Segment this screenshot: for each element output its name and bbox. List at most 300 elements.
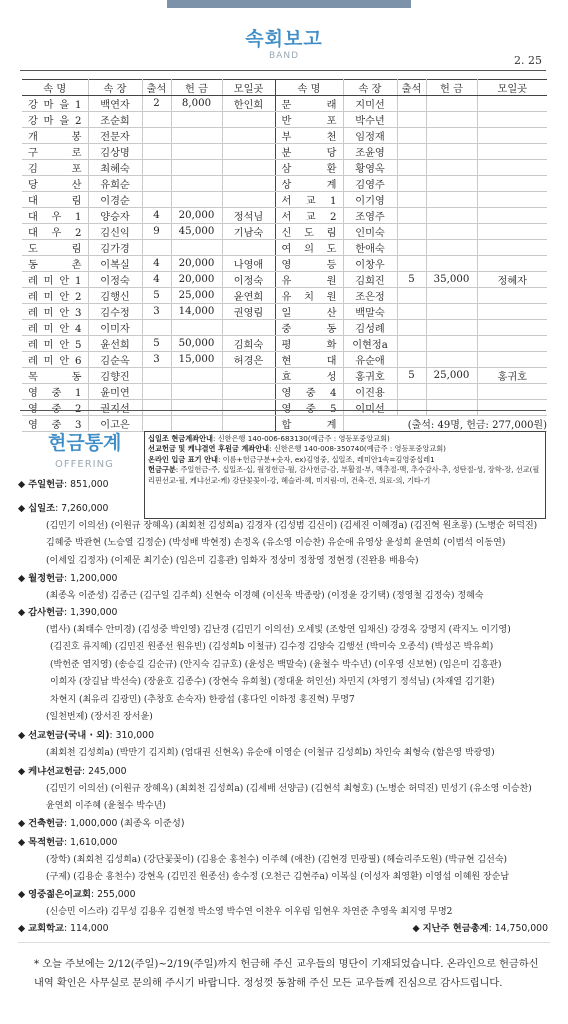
table-cell <box>477 128 547 144</box>
report-date: 2. 25 <box>514 54 542 67</box>
table-cell <box>426 304 477 320</box>
column-header: 속 명 <box>275 80 343 96</box>
group-name-cell: 평 화 <box>275 336 343 352</box>
table-cell: 유희순 <box>88 176 142 192</box>
table-cell: 김성례 <box>343 320 397 336</box>
table-row <box>22 128 547 144</box>
table-cell <box>426 208 477 224</box>
table-row <box>22 288 547 304</box>
section-amount: : 1,610,000 <box>64 837 118 848</box>
donor-line: (일천번제) (장서진 장서윤) <box>46 712 153 722</box>
table-cell <box>426 336 477 352</box>
info-text: : 신한은행 140-006-683130(예금주 : 영등포중앙교회) <box>213 434 390 443</box>
table-cell: 한애숙 <box>343 240 397 256</box>
table-cell <box>426 96 477 112</box>
table-cell: 5 <box>397 272 426 288</box>
section-label: 영중젊은이교회 <box>28 889 91 900</box>
group-name-cell: 영 등 <box>275 256 343 272</box>
table-cell: 김행신 <box>88 288 142 304</box>
table-cell: 4 <box>142 256 171 272</box>
group-name-cell: 영 중 4 <box>275 384 343 400</box>
table-cell <box>477 144 547 160</box>
table-cell: 이창우 <box>343 256 397 272</box>
offering-section-mission: ◆ 선교헌금(국내 · 외): 310,000 (최회천 김성희a) (박만기 김지희) (엄대권 신현옥) 유순애 이영순 (이철규 김성희b) 차인숙 최형숙 (함은영 박광영) <box>18 727 548 762</box>
table-row <box>22 192 547 208</box>
donor-line: (최종옥 이준성) 김종근 (김구일 김주희) 신현숙 이경혜 (이신욱 박종랑) (이정윤 강기택) (정영철 김정숙) 정혜숙 <box>46 590 484 601</box>
table-cell: 지미선 <box>343 96 397 112</box>
page-title: 속회보고 <box>245 28 323 50</box>
group-name-cell: 강 마 을 1 <box>22 96 88 112</box>
info-label: 선교헌금 및 케냐결연 후원금 계좌안내 <box>148 444 270 454</box>
table-cell: 나영애 <box>222 256 275 272</box>
table-cell <box>222 368 275 384</box>
section-amount: : 1,200,000 <box>64 573 118 584</box>
table-row <box>22 224 547 240</box>
group-name-cell <box>275 400 343 416</box>
attendance-table <box>22 79 547 432</box>
total-amount: : 14,750,000 <box>488 923 548 934</box>
table-row <box>22 144 547 160</box>
table-cell: 5 <box>142 288 171 304</box>
table-cell <box>477 304 547 320</box>
section-label: 선교헌금(국내 · 외) <box>28 730 110 741</box>
donor-line: (장학) (최회천 김성희a) (강단꽃꽂이) (김용순 홍천수) 이주혜 (애찬) (김현경 민광필) (헤슬리주도원) (박규현 김선숙) <box>46 854 508 865</box>
group-name-cell: 강 마 을 2 <box>22 112 88 128</box>
table-cell: 윤연희 <box>222 288 275 304</box>
group-name-cell: 목 동 <box>22 368 88 384</box>
table-row <box>22 208 547 224</box>
table-cell: 20,000 <box>171 272 222 288</box>
table-cell <box>397 400 426 416</box>
group-name-cell: 당 산 <box>22 176 88 192</box>
group-name-cell: 여 의 도 <box>275 240 343 256</box>
offering-section-school: ◆ 교회학교: 114,000 ◆ 지난주 현금총계: 14,750,000 <box>18 923 548 934</box>
group-name-cell: 개 봉 <box>22 128 88 144</box>
table-cell <box>343 400 397 416</box>
group-name-cell: 레 미 안 6 <box>22 352 88 368</box>
offering-section-youth: ◆ 영중젊은이교회: 255,000 (신승민 이스라) 김무성 김용우 김현정 박소영 박수연 이찬우 이우림 임현우 차연준 추영욱 최지영 무명2 <box>18 886 548 921</box>
table-cell: 허경은 <box>222 352 275 368</box>
table-cell <box>142 240 171 256</box>
group-name-cell: 삼 환 <box>275 160 343 176</box>
group-name-cell: 영 중 3 <box>22 416 88 432</box>
table-cell: 김순옥 <box>88 352 142 368</box>
table-cell <box>142 416 171 432</box>
table-cell <box>142 176 171 192</box>
table-cell: 9 <box>142 224 171 240</box>
table-cell: 5 <box>397 368 426 384</box>
table-cell: 임정재 <box>343 128 397 144</box>
group-name-cell: 유 치 원 <box>275 288 343 304</box>
column-header: 속 명 <box>22 80 88 96</box>
note-line: 내역 확인은 사무실로 문의해 주시기 바랍니다. 정성껏 동참해 주신 모든 교우들께 진심으로 감사드립니다. <box>34 978 503 989</box>
table-cell <box>426 224 477 240</box>
table-cell: 14,000 <box>171 304 222 320</box>
table-cell: 김희숙 <box>222 336 275 352</box>
table-cell: 이경순 <box>88 192 142 208</box>
donor-line: 윤연희 이주혜 (윤철수 박수년) <box>46 801 166 811</box>
table-cell <box>142 160 171 176</box>
table-row <box>22 272 547 288</box>
section-amount: : 114,000 <box>64 923 109 934</box>
table-cell <box>171 368 222 384</box>
table-cell <box>477 224 547 240</box>
table-cell: 조윤영 <box>343 144 397 160</box>
table-row <box>22 368 547 384</box>
group-name-cell: 합 계 <box>275 416 343 432</box>
group-name-cell: 레 미 안 5 <box>22 336 88 352</box>
column-header: 출석 <box>397 80 426 96</box>
divider <box>20 410 546 411</box>
section-label: 감사헌금 <box>28 607 65 618</box>
table-cell: 2 <box>142 96 171 112</box>
section-label: 목적헌금 <box>28 837 65 848</box>
table-cell <box>222 320 275 336</box>
table-cell: 인미숙 <box>343 224 397 240</box>
table-cell: 정혜자 <box>477 272 547 288</box>
group-name-cell: 중 동 <box>275 320 343 336</box>
table-cell <box>477 336 547 352</box>
offering-section-tithe: ◆ 십일조: 7,260,000 (김민기 이의선) (이원규 장혜옥) (최회천 김성희a) 김경자 (김성범 김신이) (김세진 이혜경a) (김진혁 원초롱) (노병순 허덕진) 김혜중 박관현 (노승열 김정순) (박성배 박현정) 손정옥 (유소영 이승찬) 유순애 유영상 윤성희 윤연희 (이범석 이동연) (이세일 김정자) (이제문 최기순) (임은미 김흥관) 임화자 정상미 정창영 정현정 (진완용 배용숙) <box>18 500 548 570</box>
table-cell <box>426 384 477 400</box>
table-cell <box>477 256 547 272</box>
table-cell: 박수년 <box>343 112 397 128</box>
donor-line: 차현지 (최유리 김광민) (추창호 손숙자) 한광섭 (홍다인 이하정 홍진혁) 무명7 <box>50 694 355 705</box>
table-cell: 김희진 <box>343 272 397 288</box>
group-name-cell <box>22 400 88 416</box>
table-cell: 이미자 <box>88 320 142 336</box>
table-cell: 한인희 <box>222 96 275 112</box>
column-header: 속 장 <box>343 80 397 96</box>
section-amount: : 1,000,000 (최종옥 이준성) <box>64 818 185 829</box>
table-row <box>22 400 547 416</box>
table-cell <box>142 192 171 208</box>
table-cell: 15,000 <box>171 352 222 368</box>
section-label: 건축헌금 <box>28 818 65 829</box>
table-row <box>22 352 547 368</box>
table-cell <box>222 384 275 400</box>
column-header: 속 장 <box>88 80 142 96</box>
table-cell <box>397 192 426 208</box>
group-name-cell: 유 원 <box>275 272 343 288</box>
table-cell: 홍귀호 <box>343 368 397 384</box>
offering-subtitle: OFFERING <box>55 459 114 470</box>
table-cell <box>426 288 477 304</box>
offering-section-purpose: ◆ 목적헌금: 1,610,000 (장학) (최회천 김성희a) (강단꽃꽂이) (김용순 홍천수) 이주혜 (애찬) (김현경 민광필) (헤슬리주도원) (박규현 김선숙) (구제) (김용순 홍천수) 강현옥 (김민진 원종선) 송수정 (오천근 김현주a) 이복실 (이성자 최영환) 이영섭 이혜원 장순남 <box>18 834 548 887</box>
table-cell: 최혜숙 <box>88 160 142 176</box>
table-cell <box>397 240 426 256</box>
column-header: 모일곳 <box>222 80 275 96</box>
table-cell <box>477 320 547 336</box>
table-cell <box>142 320 171 336</box>
table-row <box>22 112 547 128</box>
table-cell <box>477 96 547 112</box>
table-cell: 김신익 <box>88 224 142 240</box>
table-cell: 45,000 <box>171 224 222 240</box>
table-row <box>22 304 547 320</box>
table-cell <box>477 160 547 176</box>
table-cell <box>171 240 222 256</box>
table-cell <box>142 368 171 384</box>
section-amount: : 310,000 <box>109 730 155 741</box>
table-cell: 5 <box>142 336 171 352</box>
table-cell <box>426 112 477 128</box>
table-cell <box>171 112 222 128</box>
table-cell <box>477 352 547 368</box>
group-name-cell: 부 천 <box>275 128 343 144</box>
table-cell: 이고은 <box>88 416 142 432</box>
table-row <box>22 176 547 192</box>
column-header: 모일곳 <box>477 80 547 96</box>
table-cell <box>397 336 426 352</box>
section-amount: : 7,260,000 <box>55 503 109 514</box>
table-cell: 8,000 <box>171 96 222 112</box>
table-cell <box>426 320 477 336</box>
group-name-cell: 도 림 <box>22 240 88 256</box>
table-cell: 이기영 <box>343 192 397 208</box>
offering-section-thanks: ◆ 감사헌금: 1,390,000 (범사) (최태수 안미경) (김성중 박인영) 김난경 (김민기 이의선) 오세빛 (조항연 임채신) 강경옥 강명지 (곽지노 이기영) (김진호 류지혜) (김민진 원종선 원유빈) (김성희b 이철규) 김수정 김양숙 김행선 (박미숙 오종석) (박성곤 박유희) (박헌준 염지영) (송승길 김순규) (안지숙 김규호) (윤성은 백말숙) (윤철수 박수년) (이우영 신보현) (임은미 김흥관) 이희자 (장길남 박선숙) (장윤호 김종수) (장현숙 유희철) (정대윤 허인선) 차민지 (차영기 정석님) (차재열 김기환) 차현지 (최유리 김광민) (추창호 손숙자) 한광섭 (홍다인 이하정 홍진혁) 무명7 (일천번제) (장서진 장서윤) <box>18 604 548 727</box>
table-cell <box>426 144 477 160</box>
donor-line: (최회천 김성희a) (박만기 김지희) (엄대권 신현옥) 유순애 이영순 (이철규 김성희b) 차인숙 최형숙 (함은영 박광영) <box>46 747 495 758</box>
table-cell <box>397 112 426 128</box>
table-cell <box>397 352 426 368</box>
table-cell <box>397 208 426 224</box>
section-label: 십일조 <box>28 503 56 514</box>
table-cell <box>477 192 547 208</box>
info-text: : 이름+헌금구분+숫자, ex)김영중, 십일조, 레미안1속=김영중십레1 <box>218 454 435 464</box>
table-cell <box>171 416 222 432</box>
table-row <box>22 256 547 272</box>
table-cell <box>142 144 171 160</box>
table-cell <box>142 400 171 416</box>
group-name-cell: 서 교 1 <box>275 192 343 208</box>
table-cell: 이정숙 <box>222 272 275 288</box>
table-cell: 이정숙 <box>88 272 142 288</box>
group-name-cell: 서 교 2 <box>275 208 343 224</box>
table-cell: 윤선희 <box>88 336 142 352</box>
table-cell <box>477 112 547 128</box>
table-cell <box>397 256 426 272</box>
group-name-cell: 대 림 <box>22 192 88 208</box>
total-summary: (출석: 49명, 헌금: 277,000원) <box>343 416 547 432</box>
table-cell <box>426 192 477 208</box>
table-cell: 김상명 <box>88 144 142 160</box>
table-cell <box>222 240 275 256</box>
group-name-cell: 분 당 <box>275 144 343 160</box>
table-cell <box>477 208 547 224</box>
offering-section-sunday: ◆ 주일헌금: 851,000 <box>18 479 109 490</box>
table-cell: 조영주 <box>343 208 397 224</box>
table-cell <box>477 176 547 192</box>
group-name-cell: 현 대 <box>275 352 343 368</box>
table-cell <box>397 224 426 240</box>
table-cell <box>426 256 477 272</box>
table-cell <box>397 160 426 176</box>
table-cell: 20,000 <box>171 256 222 272</box>
info-label: 헌금구분 <box>148 465 176 475</box>
table-cell <box>426 160 477 176</box>
table-cell: 양승자 <box>88 208 142 224</box>
table-cell <box>397 96 426 112</box>
table-cell <box>426 176 477 192</box>
table-cell: 이현정a <box>343 336 397 352</box>
table-cell <box>142 112 171 128</box>
offering-title: 현금통계 <box>48 432 122 454</box>
divider <box>18 942 550 943</box>
group-name-cell: 상 계 <box>275 176 343 192</box>
table-row <box>22 320 547 336</box>
table-cell <box>477 240 547 256</box>
table-cell: 이진용 <box>343 384 397 400</box>
table-cell <box>397 128 426 144</box>
table-cell: 25,000 <box>171 288 222 304</box>
table-cell <box>477 384 547 400</box>
table-cell: 김영주 <box>343 176 397 192</box>
table-row <box>22 160 547 176</box>
column-header: 헌 금 <box>426 80 477 96</box>
table-cell <box>222 144 275 160</box>
group-name-cell: 레 미 안 1 <box>22 272 88 288</box>
table-cell <box>397 144 426 160</box>
table-cell: 25,000 <box>426 368 477 384</box>
donor-line: (이세일 김정자) (이제문 최기순) (임은미 김흥관) 임화자 정상미 정창영 정현정 (진완용 배용숙) <box>46 555 419 566</box>
table-cell <box>171 160 222 176</box>
table-row <box>22 240 547 256</box>
divider <box>20 70 546 71</box>
donor-line: (박헌준 염지영) (송승길 김순규) (안지숙 김규호) (윤성은 백말숙) (윤철수 박수년) (이우영 신보현) (임은미 김흥관) <box>50 659 502 670</box>
table-cell: 황영옥 <box>343 160 397 176</box>
top-accent-bar <box>167 0 411 8</box>
group-name-cell: 반 포 <box>275 112 343 128</box>
table-cell: 정석님 <box>222 208 275 224</box>
table-cell <box>222 192 275 208</box>
table-cell: 권영림 <box>222 304 275 320</box>
info-label: 온라인 입금 표기 안내 <box>148 454 218 464</box>
table-cell: 김가경 <box>88 240 142 256</box>
table-cell: 4 <box>142 208 171 224</box>
table-row <box>22 336 547 352</box>
offering-section-monthly: ◆ 월정헌금: 1,200,000 (최종옥 이준성) 김종근 (김구일 김주희) 신현숙 이경혜 (이신욱 박종랑) (이정윤 강기택) (정영철 김정숙) 정혜숙 <box>18 570 548 605</box>
table-cell <box>426 352 477 368</box>
table-cell <box>477 288 547 304</box>
info-text: : 주일헌금-주, 십일조-십, 월정헌금-월, 감사헌금-감, 부활절-부, 맥추절-맥, 추수감사-추, 성탄절-성, 장학-장, 선교(필리핀선교-필, 케냐선교-케) 강단꽃꽂이-강, 혜슬러-혜, 미지림-미, 건축-건, 의료-의, 기타-기 <box>148 465 540 485</box>
group-name-cell: 레 미 안 3 <box>22 304 88 320</box>
section-label: 케냐선교헌금 <box>28 766 82 777</box>
group-name-cell: 신 도 림 <box>275 224 343 240</box>
donor-line: (김민기 이의선) (이원규 장혜옥) (최회천 김성희a) (김세배 선양금) (김현석 최형호) (노병순 허덕진) 민성기 (유소영 이승찬) <box>46 783 532 794</box>
table-cell <box>397 304 426 320</box>
donor-line: (김민기 이의선) (이원규 장혜옥) (최회천 김성희a) 김경자 (김성범 김신이) (김세진 이혜경a) (김진혁 원초롱) (노병순 허덕진) <box>46 520 538 531</box>
table-cell: 20,000 <box>171 208 222 224</box>
table-cell <box>222 112 275 128</box>
donor-line: 이희자 (장길남 박선숙) (장윤호 김종수) (장현숙 유희철) (정대윤 허인선) 차민지 (차영기 정석님) (차재열 김기환) <box>50 677 495 687</box>
table-cell <box>222 176 275 192</box>
table-cell: 김수정 <box>88 304 142 320</box>
table-cell <box>171 128 222 144</box>
group-name-cell: 일 산 <box>275 304 343 320</box>
group-name-cell: 문 래 <box>275 96 343 112</box>
table-cell <box>397 288 426 304</box>
page-subtitle: BAND <box>269 51 299 61</box>
group-name-cell: 영 중 1 <box>22 384 88 400</box>
table-cell: 조순희 <box>88 112 142 128</box>
table-cell <box>426 128 477 144</box>
table-cell: 홍귀호 <box>477 368 547 384</box>
table-cell <box>171 384 222 400</box>
table-cell: 4 <box>142 272 171 288</box>
donor-line: (신승민 이스라) 김무성 김용우 김현정 박소영 박수연 이찬우 이우림 임현우 차연준 추영욱 최지영 무명2 <box>46 906 453 917</box>
group-name-cell: 동 촌 <box>22 256 88 272</box>
table-cell <box>171 176 222 192</box>
section-label: 주일헌금 <box>28 479 65 490</box>
donor-line: (구제) (김용순 홍천수) 강현옥 (김민진 원종선) 송수정 (오천근 김현주a) 이복실 (이성자 최영환) 이영섭 이혜원 장순남 <box>46 872 510 882</box>
table-cell: 3 <box>142 304 171 320</box>
table-cell: 50,000 <box>171 336 222 352</box>
table-cell <box>171 144 222 160</box>
table-cell <box>426 240 477 256</box>
table-cell <box>397 384 426 400</box>
table-cell: 35,000 <box>426 272 477 288</box>
table-cell <box>426 400 477 416</box>
section-label: 교회학교 <box>28 923 65 934</box>
table-cell <box>142 128 171 144</box>
group-name-cell: 레 미 안 2 <box>22 288 88 304</box>
footer-note <box>34 955 544 993</box>
table-cell <box>171 400 222 416</box>
table-cell <box>222 160 275 176</box>
total-label: 지난주 현금총계 <box>422 923 489 934</box>
table-cell: 조은정 <box>343 288 397 304</box>
note-line: * 오늘 주보에는 2/12(주일)~2/19(주일)까지 헌금해 주신 교우들의 명단이 기재되었습니다. 온라인으로 헌금하신 <box>34 959 539 970</box>
table-cell <box>222 400 275 416</box>
table-cell <box>142 384 171 400</box>
group-name-cell: 구 로 <box>22 144 88 160</box>
donor-line: 김혜중 박관현 (노승열 김정순) (박성배 박현정) 손정옥 (유소영 이승찬) 유순애 유영상 윤성희 윤연희 (이범석 이동연) <box>46 538 506 548</box>
table-cell <box>397 176 426 192</box>
table-cell: 김향진 <box>88 368 142 384</box>
table-cell <box>88 400 142 416</box>
table-cell: 이복실 <box>88 256 142 272</box>
table-cell: 백연자 <box>88 96 142 112</box>
table-cell: 유순애 <box>343 352 397 368</box>
table-cell: 윤미연 <box>88 384 142 400</box>
section-amount: : 255,000 <box>90 889 136 900</box>
info-label: 십일조 현금계좌안내 <box>148 434 213 443</box>
table-cell: 백말숙 <box>343 304 397 320</box>
donor-line: (범사) (최태수 안미경) (김성중 박인영) 김난경 (김민기 이의선) 오세빛 (조항연 임채신) 강경옥 강명지 (곽지노 이기영) <box>46 624 511 635</box>
table-row <box>22 96 547 112</box>
table-header-row <box>22 80 547 96</box>
table-cell: 기남숙 <box>222 224 275 240</box>
table-cell <box>171 192 222 208</box>
group-name-cell: 김 포 <box>22 160 88 176</box>
info-text: : 신한은행 140-008-350740(예금주 : 영등포중앙교회) <box>269 444 446 454</box>
table-cell <box>222 128 275 144</box>
table-cell <box>397 320 426 336</box>
group-name-cell: 레 미 안 4 <box>22 320 88 336</box>
column-header: 헌 금 <box>171 80 222 96</box>
group-name-cell: 대 우 2 <box>22 224 88 240</box>
section-amount: : 1,390,000 <box>64 607 118 618</box>
section-label: 월정헌금 <box>28 573 65 584</box>
group-name-cell: 대 우 1 <box>22 208 88 224</box>
table-cell <box>477 400 547 416</box>
offering-section-kenya: ◆ 케냐선교헌금: 245,000 (김민기 이의선) (이원규 장혜옥) (최회천 김성희a) (김세배 선양금) (김현석 최형호) (노병순 허덕진) 민성기 (유소영 이승찬) 윤연희 이주혜 (윤철수 박수년) <box>18 763 548 816</box>
table-row <box>22 384 547 400</box>
group-name-cell: 효 성 <box>275 368 343 384</box>
offering-section-building: ◆ 건축헌금: 1,000,000 (최종옥 이준성) <box>18 818 185 829</box>
table-cell <box>171 320 222 336</box>
